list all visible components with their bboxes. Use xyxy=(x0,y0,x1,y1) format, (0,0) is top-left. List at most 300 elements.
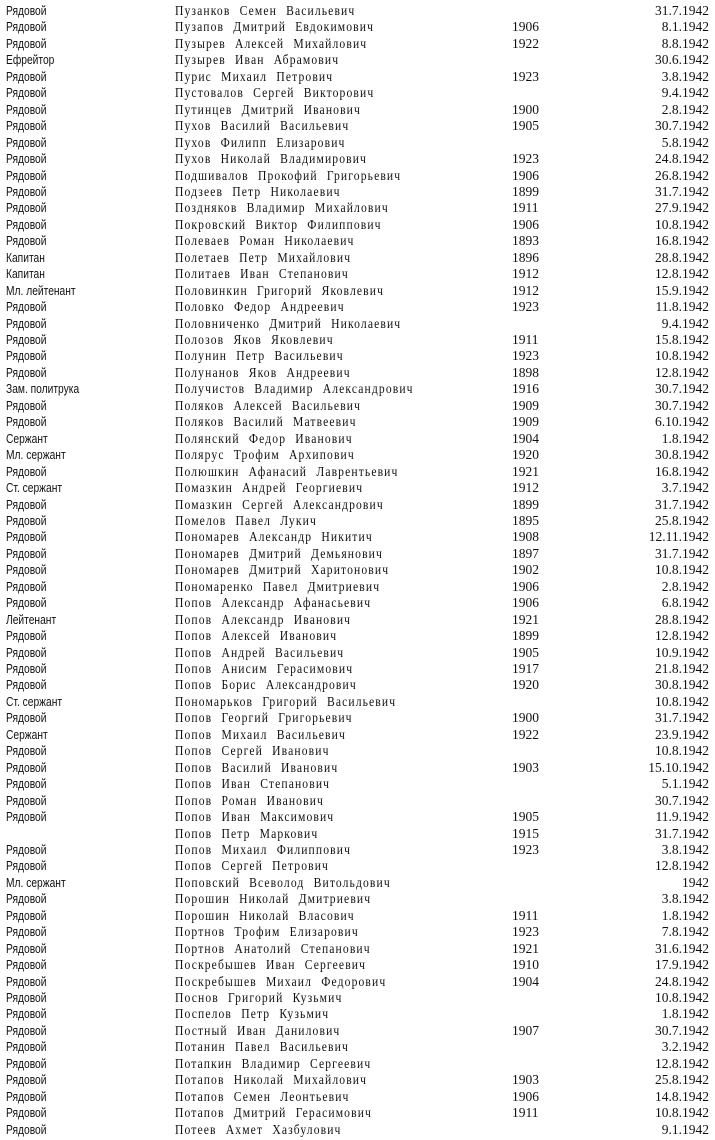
birth-year-cell: 1897 xyxy=(512,545,539,561)
birth-year-cell: 1905 xyxy=(512,118,539,134)
list-row xyxy=(0,167,715,185)
death-date-cell: 1942 xyxy=(682,874,709,890)
list-row xyxy=(0,315,715,333)
name-cell: Поздняков Владимир Михайлович xyxy=(175,200,389,216)
list-row xyxy=(0,726,715,744)
birth-year-cell: 1899 xyxy=(512,628,539,644)
name-cell: Половинкин Григорий Яковлевич xyxy=(175,282,385,298)
death-date-cell: 2.8.1942 xyxy=(661,101,709,117)
death-date-cell: 8.1.1942 xyxy=(661,19,709,35)
birth-year-cell: 1923 xyxy=(512,68,539,84)
name-cell: Портнов Трофим Елизарович xyxy=(175,924,359,940)
list-row xyxy=(0,430,715,448)
name-cell: Попов Василий Иванович xyxy=(175,759,339,775)
rank-cell: Рядовой xyxy=(6,1023,47,1038)
name-cell: Потанин Павел Васильевич xyxy=(175,1039,349,1055)
list-row xyxy=(0,2,715,20)
rank-cell: Рядовой xyxy=(6,398,47,413)
name-cell: Пономаренко Павел Дмитриевич xyxy=(175,578,381,594)
list-row xyxy=(0,594,715,612)
name-cell: Портнов Анатолий Степанович xyxy=(175,940,371,956)
death-date-cell: 12.11.1942 xyxy=(648,529,709,545)
name-cell: Путинцев Дмитрий Иванович xyxy=(175,101,361,117)
death-date-cell: 10.8.1942 xyxy=(655,990,709,1005)
rank-cell: Рядовой xyxy=(6,711,47,726)
list-row xyxy=(0,940,715,958)
name-cell: Полунанов Яков Андреевич xyxy=(175,364,351,380)
death-date-cell: 25.8.1942 xyxy=(655,1072,709,1088)
birth-year-cell: 1903 xyxy=(512,759,539,775)
death-date-cell: 12.8.1942 xyxy=(655,266,709,282)
death-date-cell: 30.7.1942 xyxy=(655,792,709,808)
rank-cell: Ст. сержант xyxy=(6,481,63,496)
birth-year-cell: 1906 xyxy=(512,216,539,232)
name-cell: Попов Михаил Филиппович xyxy=(175,841,352,857)
rank-cell: Рядовой xyxy=(6,168,47,183)
list-row xyxy=(0,627,715,645)
list-row xyxy=(0,150,715,168)
list-row xyxy=(0,989,715,1007)
birth-year-cell: 1893 xyxy=(512,233,539,249)
rank-cell: Рядовой xyxy=(6,859,47,874)
birth-year-cell: 1920 xyxy=(512,677,539,693)
death-date-cell: 10.8.1942 xyxy=(655,562,709,578)
name-cell: Попов Александр Иванович xyxy=(175,611,352,627)
rank-cell: Рядовой xyxy=(6,678,47,693)
death-date-cell: 10.8.1942 xyxy=(655,216,709,232)
birth-year-cell: 1923 xyxy=(512,151,539,167)
rank-cell: Рядовой xyxy=(6,513,47,528)
death-date-cell: 31.7.1942 xyxy=(655,825,709,841)
list-row xyxy=(0,298,715,316)
death-date-cell: 6.8.1942 xyxy=(661,595,709,611)
list-row xyxy=(0,857,715,875)
death-date-cell: 15.10.1942 xyxy=(648,759,709,775)
death-date-cell: 27.9.1942 xyxy=(655,200,709,216)
birth-year-cell: 1922 xyxy=(512,35,539,51)
list-row xyxy=(0,216,715,234)
rank-cell: Рядовой xyxy=(6,1056,47,1071)
rank-cell: Рядовой xyxy=(6,1007,47,1022)
rank-cell: Рядовой xyxy=(6,36,47,51)
list-row xyxy=(0,446,715,464)
list-row xyxy=(0,101,715,119)
death-date-cell: 3.2.1942 xyxy=(661,1039,709,1055)
rank-cell: Рядовой xyxy=(6,1106,47,1121)
rank-cell: Рядовой xyxy=(6,1040,47,1055)
death-date-cell: 3.7.1942 xyxy=(661,480,709,496)
birth-year-cell: 1917 xyxy=(512,661,539,676)
list-row xyxy=(0,265,715,283)
name-cell: Потапкин Владимир Сергеевич xyxy=(175,1055,372,1071)
rank-cell: Рядовой xyxy=(6,201,47,216)
name-cell: Полюшкин Афанасий Лаврентьевич xyxy=(175,463,399,479)
death-date-cell: 31.7.1942 xyxy=(655,183,709,199)
birth-year-cell: 1910 xyxy=(512,957,539,973)
birth-year-cell: 1904 xyxy=(512,973,539,989)
rank-cell: Зам. политрука xyxy=(6,382,80,397)
list-row xyxy=(0,397,715,415)
rank-cell: Рядовой xyxy=(6,908,47,923)
list-row xyxy=(0,1022,715,1040)
list-row xyxy=(0,660,715,678)
name-cell: Попов Роман Иванович xyxy=(175,792,324,808)
name-cell: Попов Сергей Петрович xyxy=(175,858,330,874)
name-cell: Пухов Николай Владимирович xyxy=(175,151,368,167)
birth-year-cell: 1906 xyxy=(512,19,539,35)
rank-cell: Мл. лейтенант xyxy=(6,283,76,298)
birth-year-cell: 1906 xyxy=(512,167,539,183)
birth-year-cell: 1904 xyxy=(512,430,539,446)
name-cell: Полунин Петр Васильевич xyxy=(175,348,344,364)
name-cell: Политаев Иван Степанович xyxy=(175,266,349,282)
death-date-cell: 2.8.1942 xyxy=(661,578,709,594)
death-date-cell: 25.8.1942 xyxy=(655,512,709,528)
death-date-cell: 12.8.1942 xyxy=(655,364,709,380)
death-date-cell: 12.8.1942 xyxy=(655,858,709,874)
rank-cell: Рядовой xyxy=(6,842,47,857)
list-row xyxy=(0,808,715,826)
death-date-cell: 10.8.1942 xyxy=(655,348,709,364)
birth-year-cell: 1899 xyxy=(512,496,539,512)
death-date-cell: 11.9.1942 xyxy=(655,809,709,825)
birth-year-cell: 1920 xyxy=(512,447,539,463)
list-row xyxy=(0,742,715,760)
death-date-cell: 16.8.1942 xyxy=(655,463,709,479)
rank-cell: Рядовой xyxy=(6,300,47,315)
name-cell: Пухов Василий Васильевич xyxy=(175,118,350,134)
name-cell: Полянский Федор Иванович xyxy=(175,430,353,446)
rank-cell: Рядовой xyxy=(6,596,47,611)
list-row xyxy=(0,183,715,201)
death-date-cell: 9.4.1942 xyxy=(661,315,709,331)
name-cell: Пономарьков Григорий Васильевич xyxy=(175,693,397,709)
death-date-cell: 30.8.1942 xyxy=(655,447,709,463)
name-cell: Поповский Всеволод Витольдович xyxy=(175,874,391,890)
list-row xyxy=(0,1088,715,1106)
name-cell: Попов Анисим Герасимович xyxy=(175,661,354,676)
list-row xyxy=(0,380,715,398)
rank-cell: Рядовой xyxy=(6,810,47,825)
death-date-cell: 24.8.1942 xyxy=(655,151,709,167)
death-date-cell: 3.8.1942 xyxy=(661,841,709,857)
name-cell: Поскребышев Иван Сергеевич xyxy=(175,957,367,973)
birth-year-cell: 1900 xyxy=(512,101,539,117)
list-row xyxy=(0,841,715,859)
rank-cell: Мл. сержант xyxy=(6,875,66,890)
name-cell: Пузапов Дмитрий Евдокимович xyxy=(175,19,375,35)
death-date-cell: 15.8.1942 xyxy=(655,332,709,347)
birth-year-cell: 1903 xyxy=(512,1072,539,1088)
death-date-cell: 31.7.1942 xyxy=(655,545,709,561)
list-row xyxy=(0,479,715,497)
death-date-cell: 30.6.1942 xyxy=(655,52,709,68)
rank-cell: Рядовой xyxy=(6,102,47,117)
list-row xyxy=(0,907,715,925)
list-row xyxy=(0,134,715,152)
list-row xyxy=(0,413,715,431)
birth-year-cell: 1895 xyxy=(512,512,539,528)
birth-year-cell: 1899 xyxy=(512,183,539,199)
death-date-cell: 5.8.1942 xyxy=(661,134,709,150)
rank-cell: Рядовой xyxy=(6,777,47,792)
birth-year-cell: 1906 xyxy=(512,595,539,611)
death-date-cell: 26.8.1942 xyxy=(655,167,709,183)
list-row xyxy=(0,693,715,711)
list-row xyxy=(0,923,715,941)
birth-year-cell: 1921 xyxy=(512,463,539,479)
death-date-cell: 1.8.1942 xyxy=(661,907,709,923)
rank-cell: Рядовой xyxy=(6,579,47,594)
name-cell: Потапов Дмитрий Герасимович xyxy=(175,1105,372,1121)
list-row xyxy=(0,528,715,546)
rank-cell: Рядовой xyxy=(6,974,47,989)
rank-cell: Сержант xyxy=(6,431,48,446)
rank-cell: Рядовой xyxy=(6,333,47,347)
list-row xyxy=(0,792,715,810)
list-row xyxy=(0,759,715,777)
death-date-cell: 1.8.1942 xyxy=(661,1006,709,1022)
rank-cell: Рядовой xyxy=(6,69,47,84)
name-cell: Потапов Николай Михайлович xyxy=(175,1072,368,1088)
rank-cell: Рядовой xyxy=(6,793,47,808)
birth-year-cell: 1923 xyxy=(512,924,539,940)
list-row xyxy=(0,51,715,69)
list-row xyxy=(0,578,715,596)
rank-cell: Рядовой xyxy=(6,184,47,199)
birth-year-cell: 1906 xyxy=(512,1088,539,1104)
list-row xyxy=(0,1071,715,1089)
death-date-cell: 23.9.1942 xyxy=(655,726,709,742)
rank-cell: Рядовой xyxy=(6,1073,47,1088)
rank-cell: Рядовой xyxy=(6,563,47,578)
death-date-cell: 9.4.1942 xyxy=(661,85,709,101)
birth-year-cell: 1921 xyxy=(512,940,539,956)
name-cell: Поскребышев Михаил Федорович xyxy=(175,973,387,989)
rank-cell: Рядовой xyxy=(6,497,47,512)
rank-cell: Рядовой xyxy=(6,629,47,644)
birth-year-cell: 1900 xyxy=(512,710,539,726)
birth-year-cell: 1912 xyxy=(512,282,539,298)
death-date-cell: 24.8.1942 xyxy=(655,973,709,989)
rank-cell: Рядовой xyxy=(6,925,47,940)
rank-cell: Рядовой xyxy=(6,530,47,545)
list-row xyxy=(0,1104,715,1122)
list-row xyxy=(0,496,715,514)
rank-cell: Рядовой xyxy=(6,546,47,561)
list-row xyxy=(0,331,715,349)
list-row xyxy=(0,956,715,974)
death-date-cell: 12.8.1942 xyxy=(655,628,709,644)
rank-cell: Ст. сержант xyxy=(6,694,63,709)
name-cell: Половниченко Дмитрий Николаевич xyxy=(175,315,402,331)
death-date-cell: 30.7.1942 xyxy=(655,397,709,413)
name-cell: Помазкин Сергей Александрович xyxy=(175,496,384,512)
name-cell: Подшивалов Прокофий Григорьевич xyxy=(175,167,402,183)
birth-year-cell: 1923 xyxy=(512,299,539,315)
name-cell: Поснов Григорий Кузьмич xyxy=(175,990,343,1005)
rank-cell: Рядовой xyxy=(6,941,47,956)
list-row xyxy=(0,676,715,694)
death-date-cell: 1.8.1942 xyxy=(661,430,709,446)
death-date-cell: 10.9.1942 xyxy=(655,644,709,660)
death-date-cell: 30.7.1942 xyxy=(655,118,709,134)
name-cell: Полозов Яков Яковлевич xyxy=(175,332,334,347)
list-row xyxy=(0,561,715,579)
death-date-cell: 15.9.1942 xyxy=(655,282,709,298)
list-row xyxy=(0,545,715,563)
birth-year-cell: 1908 xyxy=(512,529,539,545)
name-cell: Полеваев Роман Николаевич xyxy=(175,233,355,249)
name-cell: Пухов Филипп Елизарович xyxy=(175,134,346,150)
death-date-cell: 31.7.1942 xyxy=(655,496,709,512)
death-date-cell: 5.1.1942 xyxy=(661,776,709,792)
birth-year-cell: 1909 xyxy=(512,397,539,413)
birth-year-cell: 1916 xyxy=(512,381,539,397)
death-date-cell: 16.8.1942 xyxy=(655,233,709,249)
death-date-cell: 11.8.1942 xyxy=(655,299,709,315)
list-row xyxy=(0,199,715,217)
rank-cell: Сержант xyxy=(6,727,48,742)
birth-year-cell: 1912 xyxy=(512,480,539,496)
list-row xyxy=(0,825,715,843)
name-cell: Порошин Николай Дмитриевич xyxy=(175,891,372,907)
name-cell: Поляков Алексей Васильевич xyxy=(175,397,362,413)
rank-cell: Рядовой xyxy=(6,86,47,101)
name-cell: Пурис Михаил Петрович xyxy=(175,68,334,84)
list-row xyxy=(0,1005,715,1023)
rank-cell: Рядовой xyxy=(6,20,47,35)
list-row xyxy=(0,874,715,892)
birth-year-cell: 1911 xyxy=(512,332,539,347)
death-date-cell: 31.7.1942 xyxy=(655,3,709,18)
name-cell: Помазкин Андрей Георгиевич xyxy=(175,480,364,496)
rank-cell: Рядовой xyxy=(6,234,47,249)
birth-year-cell: 1923 xyxy=(512,841,539,857)
name-cell: Порошин Николай Власович xyxy=(175,907,355,923)
list-row xyxy=(0,973,715,991)
name-cell: Пономарев Александр Никитич xyxy=(175,529,373,545)
name-cell: Покровский Виктор Филиппович xyxy=(175,216,382,232)
rank-cell: Рядовой xyxy=(6,1122,47,1137)
list-row xyxy=(0,282,715,300)
death-date-cell: 21.8.1942 xyxy=(655,661,709,676)
name-cell: Попов Сергей Иванович xyxy=(175,743,330,759)
name-cell: Подзеев Петр Николаевич xyxy=(175,183,341,199)
list-row xyxy=(0,709,715,727)
rank-cell: Рядовой xyxy=(6,464,47,479)
birth-year-cell: 1915 xyxy=(512,825,539,841)
list-row xyxy=(0,18,715,36)
rank-cell: Капитан xyxy=(6,250,45,265)
rank-cell: Рядовой xyxy=(6,760,47,775)
name-cell: Попов Михаил Васильевич xyxy=(175,726,346,742)
list-row xyxy=(0,1121,715,1139)
name-cell: Половко Федор Андреевич xyxy=(175,299,345,315)
death-date-cell: 17.9.1942 xyxy=(655,957,709,973)
name-cell: Попов Андрей Васильевич xyxy=(175,644,345,660)
birth-year-cell: 1909 xyxy=(512,414,539,430)
birth-year-cell: 1905 xyxy=(512,809,539,825)
death-date-cell: 28.8.1942 xyxy=(655,611,709,627)
name-cell: Попов Борис Александрович xyxy=(175,677,357,693)
death-date-cell: 7.8.1942 xyxy=(661,924,709,940)
name-cell: Потеев Ахмет Хазбулович xyxy=(175,1121,342,1137)
rank-cell: Мл. сержант xyxy=(6,448,66,463)
list-row xyxy=(0,463,715,481)
death-date-cell: 14.8.1942 xyxy=(655,1088,709,1104)
rank-cell: Рядовой xyxy=(6,744,47,759)
birth-year-cell: 1911 xyxy=(512,200,539,216)
rank-cell: Рядовой xyxy=(6,365,47,380)
death-date-cell: 8.8.1942 xyxy=(661,35,709,51)
birth-year-cell: 1922 xyxy=(512,726,539,742)
birth-year-cell: 1905 xyxy=(512,644,539,660)
rank-cell: Рядовой xyxy=(6,349,47,364)
name-cell: Попов Алексей Иванович xyxy=(175,628,338,644)
name-cell: Пузырев Алексей Михайлович xyxy=(175,35,368,51)
list-row xyxy=(0,347,715,365)
rank-cell: Ефрейтор xyxy=(6,53,55,68)
name-cell: Полярус Трофим Архипович xyxy=(175,447,355,463)
name-cell: Поляков Василий Матвеевич xyxy=(175,414,357,430)
name-cell: Получистов Владимир Александрович xyxy=(175,381,414,397)
list-row xyxy=(0,84,715,102)
list-row xyxy=(0,117,715,135)
birth-year-cell: 1921 xyxy=(512,611,539,627)
death-date-cell: 30.8.1942 xyxy=(655,677,709,693)
list-row xyxy=(0,232,715,250)
list-row xyxy=(0,644,715,662)
list-row xyxy=(0,611,715,629)
name-cell: Потапов Семен Леонтьевич xyxy=(175,1088,350,1104)
rank-cell: Рядовой xyxy=(6,316,47,331)
death-date-cell: 28.8.1942 xyxy=(655,249,709,265)
rank-cell: Лейтенант xyxy=(6,612,57,627)
death-date-cell: 31.7.1942 xyxy=(655,710,709,726)
rank-cell: Рядовой xyxy=(6,892,47,907)
rank-cell: Рядовой xyxy=(6,135,47,150)
birth-year-cell: 1902 xyxy=(512,562,539,578)
list-row xyxy=(0,68,715,86)
death-date-cell: 6.10.1942 xyxy=(655,414,709,430)
rank-cell: Рядовой xyxy=(6,415,47,430)
name-cell: Пузырев Иван Абрамович xyxy=(175,52,340,68)
death-date-cell: 12.8.1942 xyxy=(655,1055,709,1071)
death-date-cell: 31.6.1942 xyxy=(655,940,709,956)
list-row xyxy=(0,890,715,908)
name-cell: Постный Иван Данилович xyxy=(175,1022,341,1038)
name-cell: Поспелов Петр Кузьмич xyxy=(175,1006,330,1022)
name-cell: Попов Георгий Григорьевич xyxy=(175,710,353,726)
name-cell: Попов Иван Максимович xyxy=(175,809,335,825)
name-cell: Пономарев Дмитрий Харитонович xyxy=(175,562,390,578)
name-cell: Попов Петр Маркович xyxy=(175,825,319,841)
death-date-cell: 10.8.1942 xyxy=(655,743,709,759)
birth-year-cell: 1912 xyxy=(512,266,539,282)
birth-year-cell: 1923 xyxy=(512,348,539,364)
death-date-cell: 10.8.1942 xyxy=(655,693,709,709)
name-cell: Пономарев Дмитрий Демьянович xyxy=(175,545,383,561)
rank-cell: Рядовой xyxy=(6,217,47,232)
name-cell: Пузанков Семен Васильевич xyxy=(175,3,356,18)
list-row xyxy=(0,1038,715,1056)
rank-cell: Рядовой xyxy=(6,991,47,1005)
list-row xyxy=(0,1055,715,1073)
list-row xyxy=(0,512,715,530)
birth-year-cell: 1896 xyxy=(512,249,539,265)
name-cell: Попов Иван Степанович xyxy=(175,776,331,792)
